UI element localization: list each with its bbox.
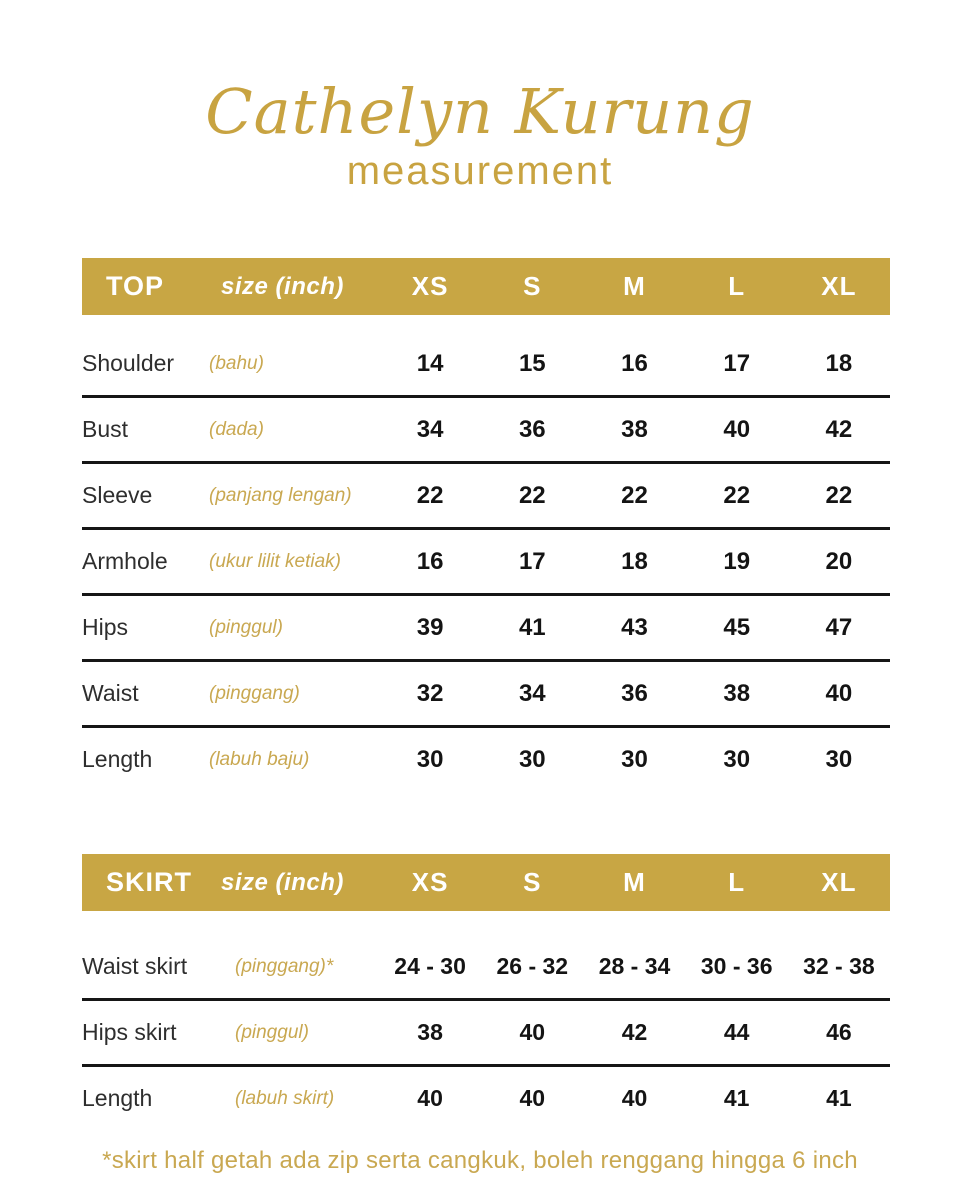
cell-value: 38: [621, 415, 648, 443]
size-col-header-xl: XL: [821, 867, 857, 898]
cell-value: 22: [723, 481, 751, 509]
row-label: Armhole: [82, 548, 168, 575]
row-malay-label: (labuh baju): [209, 748, 310, 770]
size-col-header-m: M: [623, 867, 646, 898]
top-size-table: [82, 258, 890, 791]
cell-value: 30: [825, 745, 853, 773]
cell-value: 28 - 34: [598, 953, 671, 980]
cell-value: 36: [621, 679, 648, 707]
row-label: Bust: [82, 416, 129, 443]
cell-value: 42: [825, 415, 853, 443]
cell-value: 40: [825, 679, 853, 707]
cell-value: 45: [723, 613, 751, 641]
table-row-armhole: [82, 530, 890, 596]
cell-value: 17: [723, 349, 751, 377]
cell-value: 42: [621, 1019, 648, 1046]
top-table-rows: [82, 315, 890, 791]
page-title: Cathelyn Kurung: [205, 75, 755, 148]
cell-value: 20: [825, 547, 853, 575]
cell-value: 43: [621, 613, 648, 641]
table-row-length: [82, 728, 890, 791]
cell-value: 39: [416, 613, 444, 641]
row-label: Sleeve: [82, 482, 153, 509]
row-malay-label: (ukur lilit ketiak): [209, 550, 341, 572]
cell-value: 18: [621, 547, 648, 575]
cell-value: 40: [723, 415, 751, 443]
top-table-header-bar: [82, 258, 890, 315]
cell-value: 16: [416, 547, 444, 575]
row-malay-label: (bahu): [209, 352, 264, 374]
cell-value: 40: [519, 1019, 546, 1046]
cell-value: 40: [519, 1085, 546, 1112]
row-malay-label: (pinggang): [209, 682, 300, 704]
size-col-header-l: L: [728, 271, 746, 302]
size-col-header-s: S: [523, 867, 542, 898]
row-label: Length: [82, 746, 153, 773]
cell-value: 38: [723, 679, 751, 707]
cell-value: 32: [416, 679, 444, 707]
size-col-header-l: L: [728, 867, 746, 898]
row-label: Waist: [82, 680, 139, 707]
cell-value: 41: [826, 1085, 852, 1112]
skirt-table-rows: [82, 911, 890, 1130]
cell-value: 44: [723, 1019, 750, 1046]
cell-value: 16: [621, 349, 648, 377]
table-row-length-skirt: [82, 1067, 890, 1130]
skirt-size-table: [82, 854, 890, 1130]
row-label: Hips: [82, 614, 129, 641]
cell-value: 22: [621, 481, 648, 509]
cell-value: 34: [518, 679, 546, 707]
cell-value: 22: [518, 481, 546, 509]
cell-value: 30: [416, 745, 444, 773]
row-malay-label: (panjang lengan): [209, 484, 352, 506]
table-row-shoulder: [82, 332, 890, 398]
cell-value: 41: [518, 613, 546, 641]
cell-value: 22: [416, 481, 444, 509]
cell-value: 15: [518, 349, 546, 377]
table-row-bust: [82, 398, 890, 464]
cell-value: 40: [417, 1085, 443, 1112]
table-row-sleeve: [82, 464, 890, 530]
row-malay-label: (pinggang)*: [235, 955, 334, 977]
skirt-footnote: *skirt half getah ada zip serta cangkuk, boleh renggang hingga 6 inch: [102, 1147, 858, 1175]
cell-value: 30: [723, 745, 751, 773]
size-col-header-xs: XS: [411, 867, 449, 898]
cell-value: 30: [621, 745, 648, 773]
cell-value: 18: [825, 349, 853, 377]
cell-value: 46: [826, 1019, 852, 1046]
size-unit-label: size (inch): [221, 272, 344, 300]
cell-value: 34: [416, 415, 444, 443]
size-unit-label: size (inch): [221, 868, 344, 896]
row-malay-label: (dada): [209, 418, 264, 440]
cell-value: 30 - 36: [700, 953, 773, 980]
cell-value: 47: [825, 613, 853, 641]
size-col-header-xs: XS: [411, 271, 449, 302]
table-row-waist: [82, 662, 890, 728]
cell-value: 14: [416, 349, 444, 377]
table-row-hips-skirt: [82, 1001, 890, 1067]
row-label: Hips skirt: [82, 1019, 177, 1046]
table-row-hips: [82, 596, 890, 662]
row-label: Waist skirt: [82, 953, 188, 980]
cell-value: 38: [417, 1019, 443, 1046]
cell-value: 24 - 30: [394, 953, 466, 980]
cell-value: 22: [825, 481, 853, 509]
cell-value: 40: [621, 1085, 648, 1112]
cell-value: 30: [518, 745, 546, 773]
row-label: Shoulder: [82, 350, 175, 377]
size-col-header-xl: XL: [821, 271, 857, 302]
cell-value: 41: [723, 1085, 750, 1112]
skirt-table-header-bar: [82, 854, 890, 911]
cell-value: 32 - 38: [803, 953, 875, 980]
cell-value: 36: [518, 415, 546, 443]
cell-value: 19: [723, 547, 751, 575]
row-label: Length: [82, 1085, 153, 1112]
cell-value: 26 - 32: [496, 953, 569, 980]
row-malay-label: (pinggul): [235, 1021, 309, 1043]
table-row-waist-skirt: [82, 935, 890, 1001]
size-col-header-m: M: [623, 271, 646, 302]
skirt-table-title: SKIRT: [106, 867, 192, 898]
top-table-title: TOP: [106, 271, 165, 302]
size-col-header-s: S: [523, 271, 542, 302]
page-subtitle: measurement: [346, 149, 614, 194]
row-malay-label: (labuh skirt): [235, 1087, 335, 1109]
cell-value: 17: [518, 547, 546, 575]
row-malay-label: (pinggul): [209, 616, 283, 638]
